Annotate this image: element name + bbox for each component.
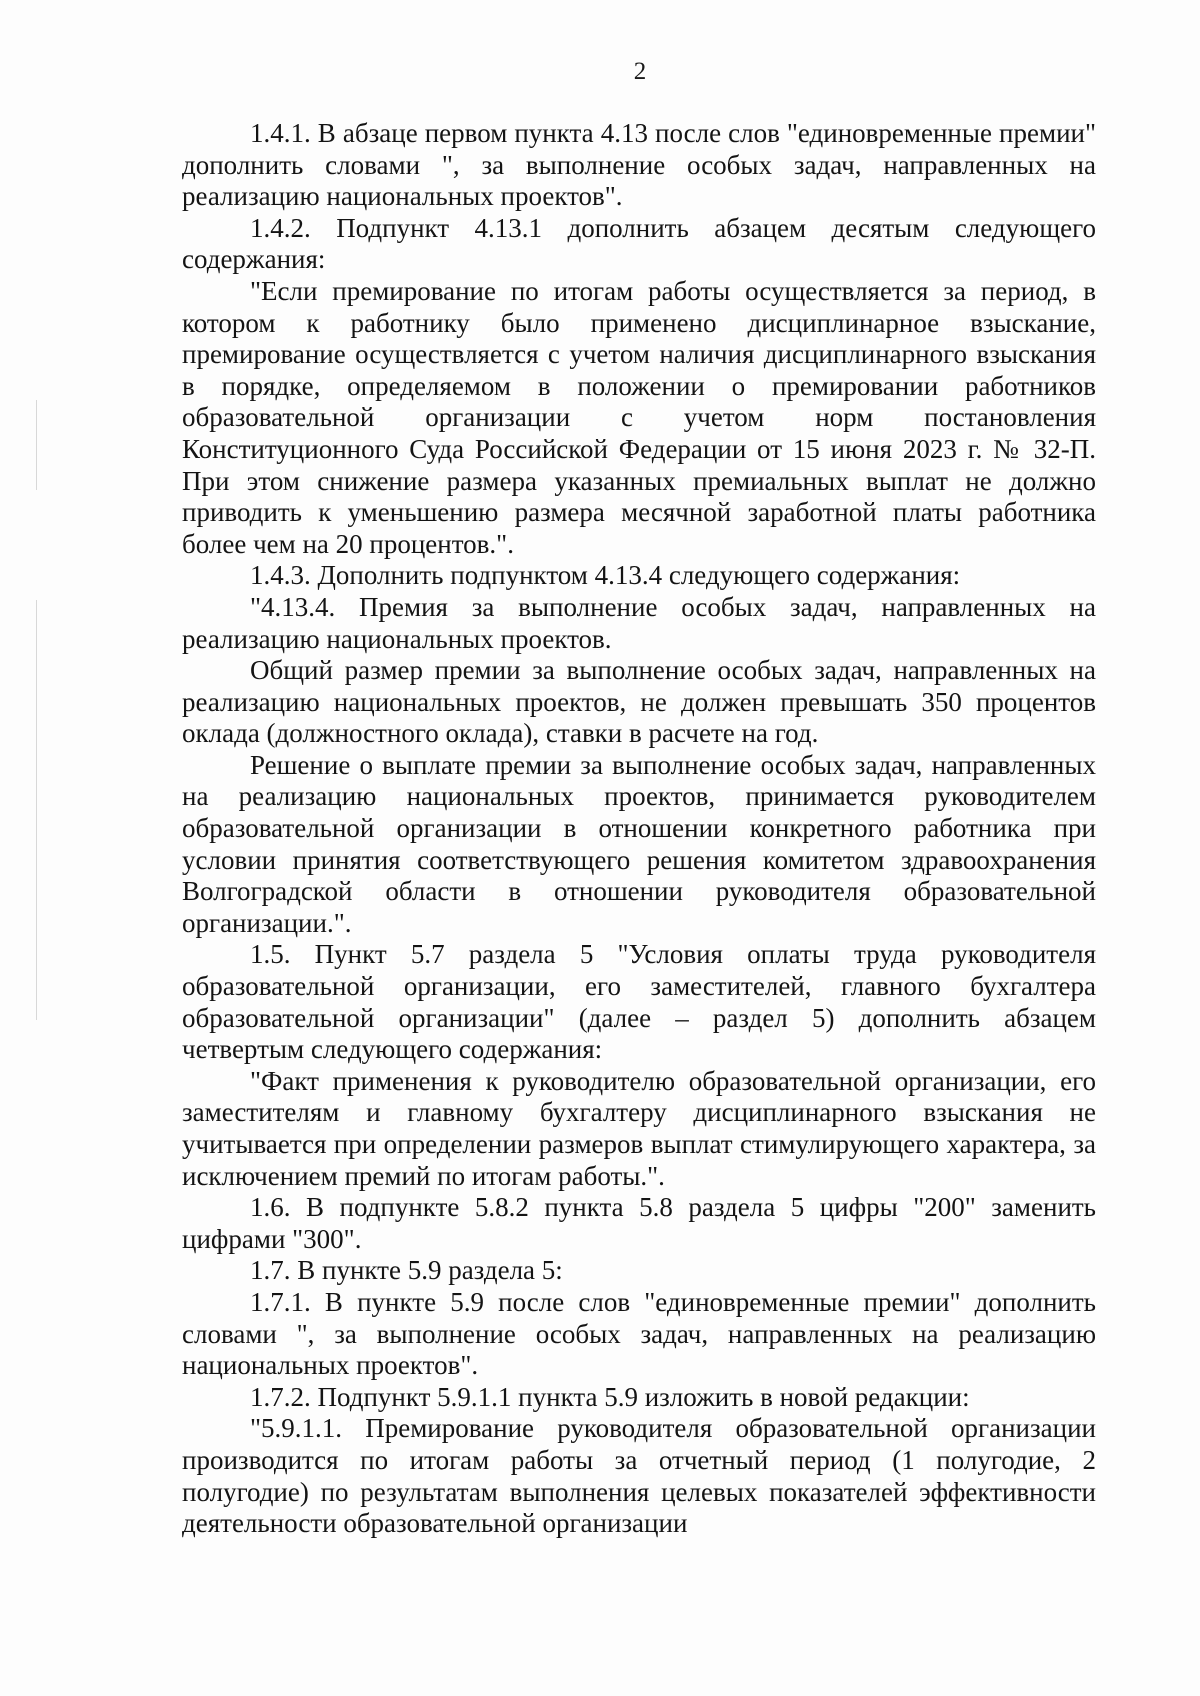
paragraph-5-9-1-1: "5.9.1.1. Премирование руководителя образовательной организации производится по итогам работы за отчетный период (1 полугодие, 2 полугодие) по результатам выполнения целевых показателей эффективности деятельности образовательной организации: [182, 1413, 1096, 1539]
paragraph-1-4-1: 1.4.1. В абзаце первом пункта 4.13 после слов "единовременные премии" дополнить словами ", за выполнение особых задач, направленных на реализацию национальных проектов".: [182, 118, 1096, 212]
document-body: [182, 118, 1096, 1540]
scan-edge-mark: [36, 600, 37, 1020]
paragraph-1-6: 1.6. В подпункте 5.8.2 пункта 5.8 раздела 5 цифры "200" заменить цифрами "300".: [182, 1192, 1096, 1254]
scan-edge-mark: [36, 400, 37, 490]
paragraph-1-7-2: 1.7.2. Подпункт 5.9.1.1 пункта 5.9 изложить в новой редакции:: [250, 1381, 970, 1412]
paragraph-4-13-4: "4.13.4. Премия за выполнение особых задач, направленных на реализацию национальных проектов.: [182, 591, 1096, 654]
paragraph-quote-disciplinary: "Если премирование по итогам работы осуществляется за период, в котором к работнику было применено дисциплинарное взыскание, премирование осуществляется с учетом наличия дисциплинарного взыскания в порядке, определяемом в положении о премировании работников образовательной организации с учетом норм постановления Конституционного Суда Российской Федерации от 15 июня 2023 г. № 32-П. При этом снижение размера указанных премиальных выплат не должно приводить к уменьшению размера месячной заработной платы работника более чем на 20 процентов.".: [182, 275, 1096, 559]
paragraph-quote-fact: "Факт применения к руководителю образовательной организации, его заместителям и главному бухгалтеру дисциплинарного взыскания не учитывается при определении размеров выплат стимулирующего характера, за исключением премий по итогам работы.".: [182, 1065, 1096, 1191]
paragraph-premium-size: Общий размер премии за выполнение особых задач, направленных на реализацию национальных проектов, не должен превышать 350 процентов оклада (должностного оклада), ставки в расчете на год.: [182, 655, 1096, 749]
page-number: 2: [633, 58, 647, 85]
paragraph-1-5: 1.5. Пункт 5.7 раздела 5 "Условия оплаты труда руководителя образовательной организации, его заместителей, главного бухгалтера образовательной организации" (далее – раздел 5) дополнить абзацем четвертым следующего содержания:: [182, 939, 1096, 1065]
paragraph-1-4-3: 1.4.3. Дополнить подпунктом 4.13.4 следующего содержания:: [250, 560, 961, 591]
paragraph-premium-decision: Решение о выплате премии за выполнение особых задач, направленных на реализацию национальных проектов, принимается руководителем образовательной организации в отношении конкретного работника при условии принятия соответствующего решения комитетом здравоохранения Волгоградской области в отношении руководителя образовательной организации.".: [182, 749, 1096, 938]
paragraph-1-4-2: 1.4.2. Подпункт 4.13.1 дополнить абзацем десятым следующего содержания:: [182, 212, 1096, 275]
paragraph-1-7-1: 1.7.1. В пункте 5.9 после слов "единовременные премии" дополнить словами ", за выполнение особых задач, направленных на реализацию национальных проектов".: [182, 1286, 1096, 1381]
paragraph-1-7: 1.7. В пункте 5.9 раздела 5:: [250, 1255, 563, 1286]
